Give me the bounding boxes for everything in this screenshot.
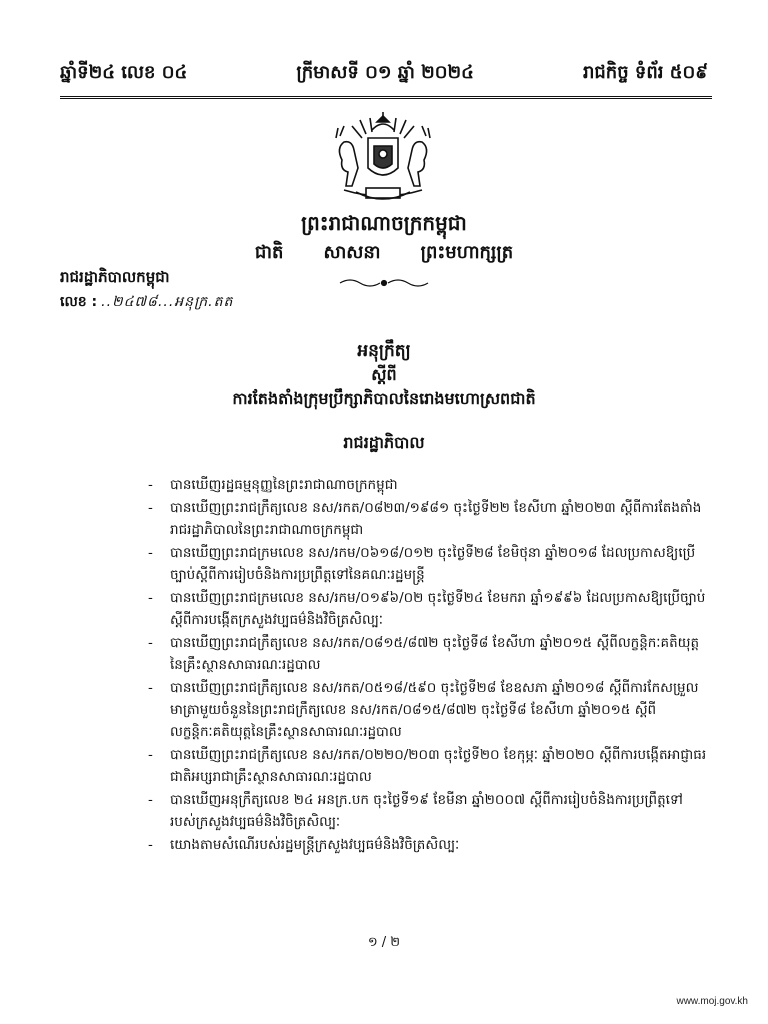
footer-url: www.moj.gov.kh — [676, 996, 748, 1007]
preamble-clauses — [148, 474, 708, 857]
clause-text: បានឃើញព្រះរាជក្រឹត្យលេខ នស/រកត/០៥១៨/៥៩០ ចុះថ្ងៃទី២៨ ខែឧសភា ឆ្នាំ២០១៨ ស្ដីពីការកែសម្រួលមាត្រាមួយចំនួននៃព្រះរាជក្រឹត្យលេខ នស/រកត/០៨១៥/៨៧២ ចុះថ្ងៃទី៨ ខែសីហា ឆ្នាំ២០១៥ ស្ដីពីលក្ខន្តិកៈគតិយុត្តនៃគ្រឹះស្ថានសាធារណៈរដ្ឋបាល — [170, 680, 699, 740]
gazette-year-issue: ឆ្នាំទី២៤ លេខ ០៤ — [60, 61, 188, 83]
motto-nation: ជាតិ — [254, 242, 284, 263]
national-motto — [0, 240, 768, 267]
motto-religion: សាសនា — [323, 242, 381, 263]
document-on-label: ស្ដីពី — [371, 365, 397, 384]
motto-king: ព្រះមហាក្សត្រ — [420, 242, 514, 263]
document-number-label: លេខ : — [60, 294, 98, 310]
header-divider — [60, 96, 712, 99]
document-subject: ការតែងតាំងក្រុមប្រឹក្សាភិបាលនៃរោងមហោស្រពជាតិ — [232, 389, 536, 408]
clause-text: បានឃើញព្រះរាជក្រឹត្យលេខ នស/រកត/០៨១៥/៨៧២ ចុះថ្ងៃទី៨ ខែសីហា ឆ្នាំ២០១៥ ស្ដីពីលក្ខន្តិកៈគតិយុត្តនៃគ្រឹះស្ថានសាធារណៈរដ្ឋបាល — [170, 635, 700, 673]
decorative-flourish-icon — [336, 274, 432, 286]
list-item: - បានឃើញអនុក្រឹត្យលេខ ២៤ អនក្រ.បក ចុះថ្ងៃទី១៩ ខែមីនា ឆ្នាំ២០០៧ ស្ដីពីការរៀបចំនិងការប្រព្រឹត្តទៅរបស់ក្រសួងវប្បធម៌និងវិចិត្រសិល្បៈ — [148, 792, 683, 830]
clause-text: បានឃើញរដ្ឋធម្មនុញ្ញនៃព្រះរាជាណាចក្រកម្ពុជា — [170, 477, 398, 493]
list-item: - យោងតាមសំណើរបស់រដ្ឋមន្ត្រីក្រសួងវប្បធម៌និងវិចិត្រសិល្បៈ — [148, 837, 460, 853]
royal-coat-of-arms-icon — [322, 108, 444, 208]
kingdom-title: ព្រះរាជាណាចក្រកម្ពុជា — [301, 211, 467, 235]
document-number — [60, 292, 233, 313]
clause-text: បានឃើញអនុក្រឹត្យលេខ ២៤ អនក្រ.បក ចុះថ្ងៃទី១៩ ខែមីនា ឆ្នាំ២០០៧ ស្ដីពីការរៀបចំនិងការប្រព្រឹត្តទៅរបស់ក្រសួងវប្បធម៌និងវិចិត្រសិល្បៈ — [170, 792, 683, 830]
clause-text: បានឃើញព្រះរាជក្រឹត្យលេខ នស/រកត/០៨២៣/១៩៨១ ចុះថ្ងៃទី២២ ខែសីហា ឆ្នាំ២០២៣ ស្ដីពីការតែងតាំងរាជរដ្ឋាភិបាលនៃព្រះរាជាណាចក្រកម្ពុជា — [170, 500, 702, 538]
list-item: - បានឃើញព្រះរាជក្រឹត្យលេខ នស/រកត/០២២០/២០៣ ចុះថ្ងៃទី២០ ខែកុម្ភៈ ឆ្នាំ២០២០ ស្ដីពីការបង្កើតអាជ្ញាធរជាតិអប្សរាជាគ្រឹះស្ថានសាធារណៈរដ្ឋបាល — [148, 747, 707, 785]
list-item: - បានឃើញព្រះរាជក្រឹត្យលេខ នស/រកត/០៨២៣/១៩៨១ ចុះថ្ងៃទី២២ ខែសីហា ឆ្នាំ២០២៣ ស្ដីពីការតែងតាំងរាជរដ្ឋាភិបាលនៃព្រះរាជាណាចក្រកម្ពុជា — [148, 500, 702, 538]
page-number: ១ / ២ — [367, 935, 401, 950]
authority-heading: រាជរដ្ឋាភិបាល — [343, 433, 425, 452]
list-item: - បានឃើញព្រះរាជក្រមលេខ នស/រកម/០១៩៦/០២ ចុះថ្ងៃទី២៤ ខែមករា ឆ្នាំ១៩៩៦ ដែលប្រកាសឱ្យប្រើច្បាប់ស្ដីពីការបង្កើតក្រសួងវប្បធម៌និងវិចិត្រសិល្បៈ — [148, 590, 706, 628]
gazette-date: ក្រីមាសទី ០១ ឆ្នាំ ២០២៤ — [296, 61, 474, 83]
list-item: - បានឃើញរដ្ឋធម្មនុញ្ញនៃព្រះរាជាណាចក្រកម្ពុជា — [148, 477, 398, 493]
clause-text: បានឃើញព្រះរាជក្រឹត្យលេខ នស/រកត/០២២០/២០៣ ចុះថ្ងៃទី២០ ខែកុម្ភៈ ឆ្នាំ២០២០ ស្ដីពីការបង្កើតអាជ្ញាធរជាតិអប្សរាជាគ្រឹះស្ថានសាធារណៈរដ្ឋបាល — [170, 747, 707, 785]
document-type: អនុក្រឹត្យ — [357, 341, 411, 361]
list-item: - បានឃើញព្រះរាជក្រឹត្យលេខ នស/រកត/០៥១៨/៥៩០ ចុះថ្ងៃទី២៨ ខែឧសភា ឆ្នាំ២០១៨ ស្ដីពីការកែសម្រួលមាត្រាមួយចំនួននៃព្រះរាជក្រឹត្យលេខ នស/រកត/០៨១៥/៨៧២ ចុះថ្ងៃទី៨ ខែសីហា ឆ្នាំ២០១៥ ស្ដីពីលក្ខន្តិកៈគតិយុត្តនៃគ្រឹះស្ថានសាធារណៈរដ្ឋបាល — [148, 680, 699, 740]
clause-text: បានឃើញព្រះរាជក្រមលេខ នស/រកម/០១៩៦/០២ ចុះថ្ងៃទី២៤ ខែមករា ឆ្នាំ១៩៩៦ ដែលប្រកាសឱ្យប្រើច្បាប់ស្ដីពីការបង្កើតក្រសួងវប្បធម៌និងវិចិត្រសិល្បៈ — [170, 590, 706, 628]
gazette-header — [60, 58, 708, 88]
document-number-value: ..២៤៧៨...អនុក្រ.តត — [101, 294, 234, 310]
issuing-authority: រាជរដ្ឋាភិបាលកម្ពុជា — [60, 268, 170, 286]
clause-text: យោងតាមសំណើរបស់រដ្ឋមន្ត្រីក្រសួងវប្បធម៌និងវិចិត្រសិល្បៈ — [170, 837, 460, 853]
clause-text: បានឃើញព្រះរាជក្រមលេខ នស/រកម/០៦១៨/០១២ ចុះថ្ងៃទី២៨ ខែមិថុនា ឆ្នាំ២០១៨ ដែលប្រកាសឱ្យប្រើច្បាប់ស្ដីពីការរៀបចំនិងការប្រព្រឹត្តទៅនៃគណៈរដ្ឋមន្ត្រី — [170, 545, 696, 583]
list-item: - បានឃើញព្រះរាជក្រឹត្យលេខ នស/រកត/០៨១៥/៨៧២ ចុះថ្ងៃទី៨ ខែសីហា ឆ្នាំ២០១៥ ស្ដីពីលក្ខន្តិកៈគតិយុត្តនៃគ្រឹះស្ថានសាធារណៈរដ្ឋបាល — [148, 635, 700, 673]
list-item: - បានឃើញព្រះរាជក្រមលេខ នស/រកម/០៦១៨/០១២ ចុះថ្ងៃទី២៨ ខែមិថុនា ឆ្នាំ២០១៨ ដែលប្រកាសឱ្យប្រើច្បាប់ស្ដីពីការរៀបចំនិងការប្រព្រឹត្តទៅនៃគណៈរដ្ឋមន្ត្រី — [148, 545, 696, 583]
gazette-page-label: រាជកិច្ច ទំព័រ ៥០៩ — [582, 61, 708, 83]
